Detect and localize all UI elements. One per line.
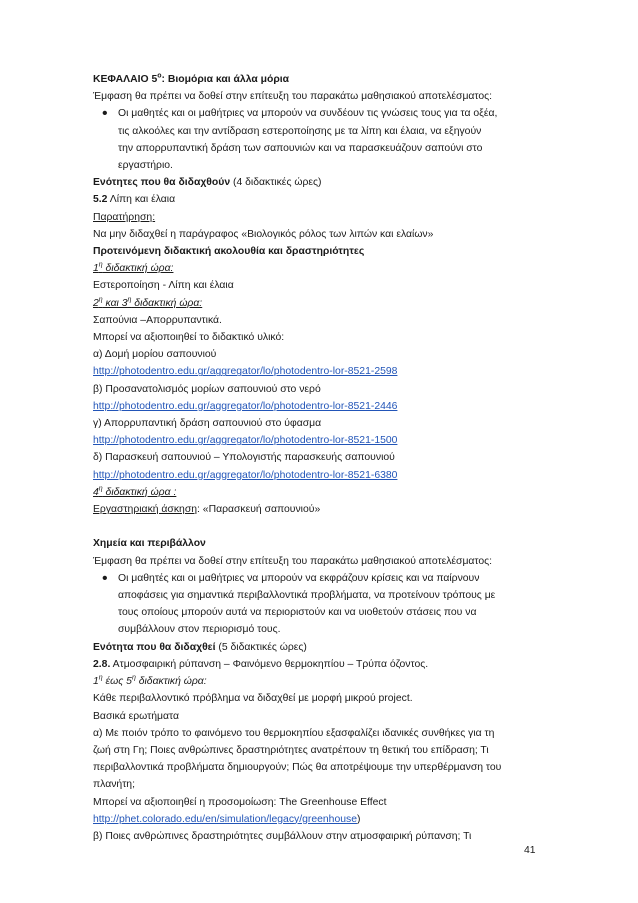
env-unit-line (93, 639, 553, 656)
bullet-line: Οι μαθητές και οι μαθήτριες να μπορούν να συνδέουν τις γνώσεις τους για τα οξέα, (118, 108, 498, 120)
chapter-title (93, 71, 553, 88)
hour-1-heading (93, 260, 553, 277)
hour-sup: η (98, 485, 103, 493)
hour-number: 4 (93, 486, 99, 498)
hour-4-heading (93, 484, 553, 501)
hour-2-3-text: Σαπούνια –Απορρυπαντικά. (93, 314, 222, 326)
material-item-link[interactable]: http://photodentro.edu.gr/aggregator/lo/photodentro-lor-8521-6380 (93, 469, 398, 481)
units-label: Ενότητες που θα διδαχθούν (93, 177, 231, 189)
env-hours-heading (93, 673, 553, 690)
hour-label: διδακτική ώρα: (135, 676, 207, 688)
material-item-label: β) Προσανατολισμός μορίων σαπουνιού στο νερό (93, 383, 321, 395)
env-emphasis: Έμφαση θα πρέπει να δοθεί στην επίτευξη του παρακάτω μαθησιακού αποτελέσματος: (93, 555, 493, 567)
bullet-line: αποφάσεις για σημαντικά περιβαλλοντικά προβλήματα, να προτείνουν τρόπους με (118, 590, 496, 602)
lab-title: : «Παρασκευή σαπουνιού» (197, 504, 321, 516)
question-line: ζωή στη Γη; Ποιες ανθρώπινες δραστηριότητες ανατρέπουν τη θετική του επίδραση; Τι (93, 744, 489, 756)
question-line: πλανήτη; (93, 779, 135, 791)
chapter-title-text: ΚΕΦΑΛΑΙΟ 5 (93, 74, 158, 85)
hour-number: 2 (93, 297, 99, 309)
chapter-emphasis: Έμφαση θα πρέπει να δοθεί στην επίτευξη του παρακάτω μαθησιακού αποτελέσματος: (93, 91, 493, 103)
env-title: Χημεία και περιβάλλον (93, 538, 206, 550)
material-item-label: α) Δομή μορίου σαπουνιού (93, 349, 217, 361)
env-bullet (93, 570, 553, 639)
env-section-heading (93, 656, 553, 673)
section-heading (93, 191, 553, 208)
hour-number: έως 5 (102, 676, 132, 688)
chapter-bullet (93, 105, 553, 174)
lab-line (93, 501, 553, 518)
proposed-heading: Προτεινόμενη διδακτική ακολουθία και δραστηριότητες (93, 246, 365, 258)
hour-1-text: Εστεροποίηση - Λίπη και έλαια (93, 280, 234, 292)
env-questions-title: Βασικά ερωτήματα (93, 710, 179, 722)
bullet-icon: • (102, 105, 108, 123)
hour-number: 1 (93, 263, 99, 275)
bullet-line: συμβάλλουν στον περιορισμό τους. (118, 624, 281, 636)
hour-2-3-heading (93, 295, 553, 312)
hour-number: 1 (93, 676, 99, 688)
hour-number: και 3 (102, 297, 128, 309)
material-item-label: δ) Παρασκευή σαπουνιού – Υπολογιστής παρασκευής σαπουνιού (93, 452, 395, 464)
bullet-line: τους οποίους μπορούν αυτά να περιοριστούν και να υιοθετούν στάσεις που να (118, 607, 477, 619)
chapter-title-rest: : Βιομόρια και άλλα μόρια (161, 74, 290, 85)
page-content (93, 71, 553, 845)
closing-paren: ) (357, 813, 361, 825)
chapter-title-sup: ο (157, 72, 162, 80)
section-title: Ατμοσφαιρική ρύπανση – Φαινόμενο θερμοκηπίου – Τρύπα όζοντος. (110, 658, 429, 670)
hour-sup: η (98, 674, 103, 682)
section-number: 5.2 (93, 194, 108, 206)
units-hours: (4 διδακτικές ώρες) (230, 177, 322, 189)
hour-label: διδακτική ώρα: (102, 263, 174, 275)
question-line: α) Με ποιόν τρόπο το φαινόμενο του θερμοκηπίου εξασφαλίζει ιδανικές συνθήκες για τη (93, 727, 495, 739)
question-line: περιβαλλοντικά προβλήματα δημιουργούν; Πώς θα αποτρέψουμε την υπερθέρμανση του (93, 762, 502, 774)
material-intro: Μπορεί να αξιοποιηθεί το διδακτικό υλικό: (93, 332, 285, 344)
hour-sup: η (98, 261, 103, 269)
unit-hours: (5 διδακτικές ώρες) (215, 641, 307, 653)
note-text: Να μην διδαχθεί η παράγραφος «Βιολογικός ρόλος των λιπών και ελαίων» (93, 228, 434, 240)
section-number: 2.8. (93, 658, 111, 670)
simulation-link-line (93, 811, 553, 828)
units-line (93, 174, 553, 191)
hour-label: διδακτική ώρα: (131, 297, 203, 309)
note-label: Παρατήρηση: (93, 211, 156, 223)
bullet-line: την απορρυπαντική δράση των σαπουνιών και να παρασκευάζουν σαπούνι στο (118, 142, 483, 154)
simulation-text: Μπορεί να αξιοποιηθεί η προσομοίωση: The Greenhouse Effect (93, 796, 387, 808)
material-item-link[interactable]: http://photodentro.edu.gr/aggregator/lo/photodentro-lor-8521-2446 (93, 400, 398, 412)
spacer (93, 518, 553, 535)
hour-label: διδακτική ώρα : (102, 486, 177, 498)
bullet-line: τις αλκοόλες και την αντίδραση εστεροποίησης με τα λίπη και έλαια, να εξηγούν (118, 125, 482, 137)
hour-sup: η (131, 674, 136, 682)
page-number: 41 (524, 845, 536, 856)
section-title: Λίπη και έλαια (107, 194, 176, 206)
lab-label: Εργαστηριακή άσκηση (93, 504, 198, 516)
simulation-link[interactable]: http://phet.colorado.edu/en/simulation/legacy/greenhouse (93, 813, 357, 825)
material-item-link[interactable]: http://photodentro.edu.gr/aggregator/lo/photodentro-lor-8521-1500 (93, 435, 398, 447)
bullet-line: εργαστήριο. (118, 160, 173, 172)
unit-label: Ενότητα που θα διδαχθεί (93, 641, 216, 653)
env-project: Κάθε περιβαλλοντικό πρόβλημα να διδαχθεί με μορφή μικρού project. (93, 693, 413, 705)
bullet-icon: • (102, 569, 108, 587)
material-item-label: γ) Απορρυπαντική δράση σαπουνιού στο ύφασμα (93, 418, 322, 430)
material-item-link[interactable]: http://photodentro.edu.gr/aggregator/lo/photodentro-lor-8521-2598 (93, 366, 398, 378)
hour-sup: η (127, 296, 132, 304)
hour-sup: η (98, 296, 103, 304)
bullet-line: Οι μαθητές και οι μαθήτριες να μπορούν να εκφράζουν κρίσεις και να παίρνουν (118, 572, 480, 584)
question-line: β) Ποιες ανθρώπινες δραστηριότητες συμβάλλουν στην ατμοσφαιρική ρύπανση; Τι (93, 830, 472, 842)
